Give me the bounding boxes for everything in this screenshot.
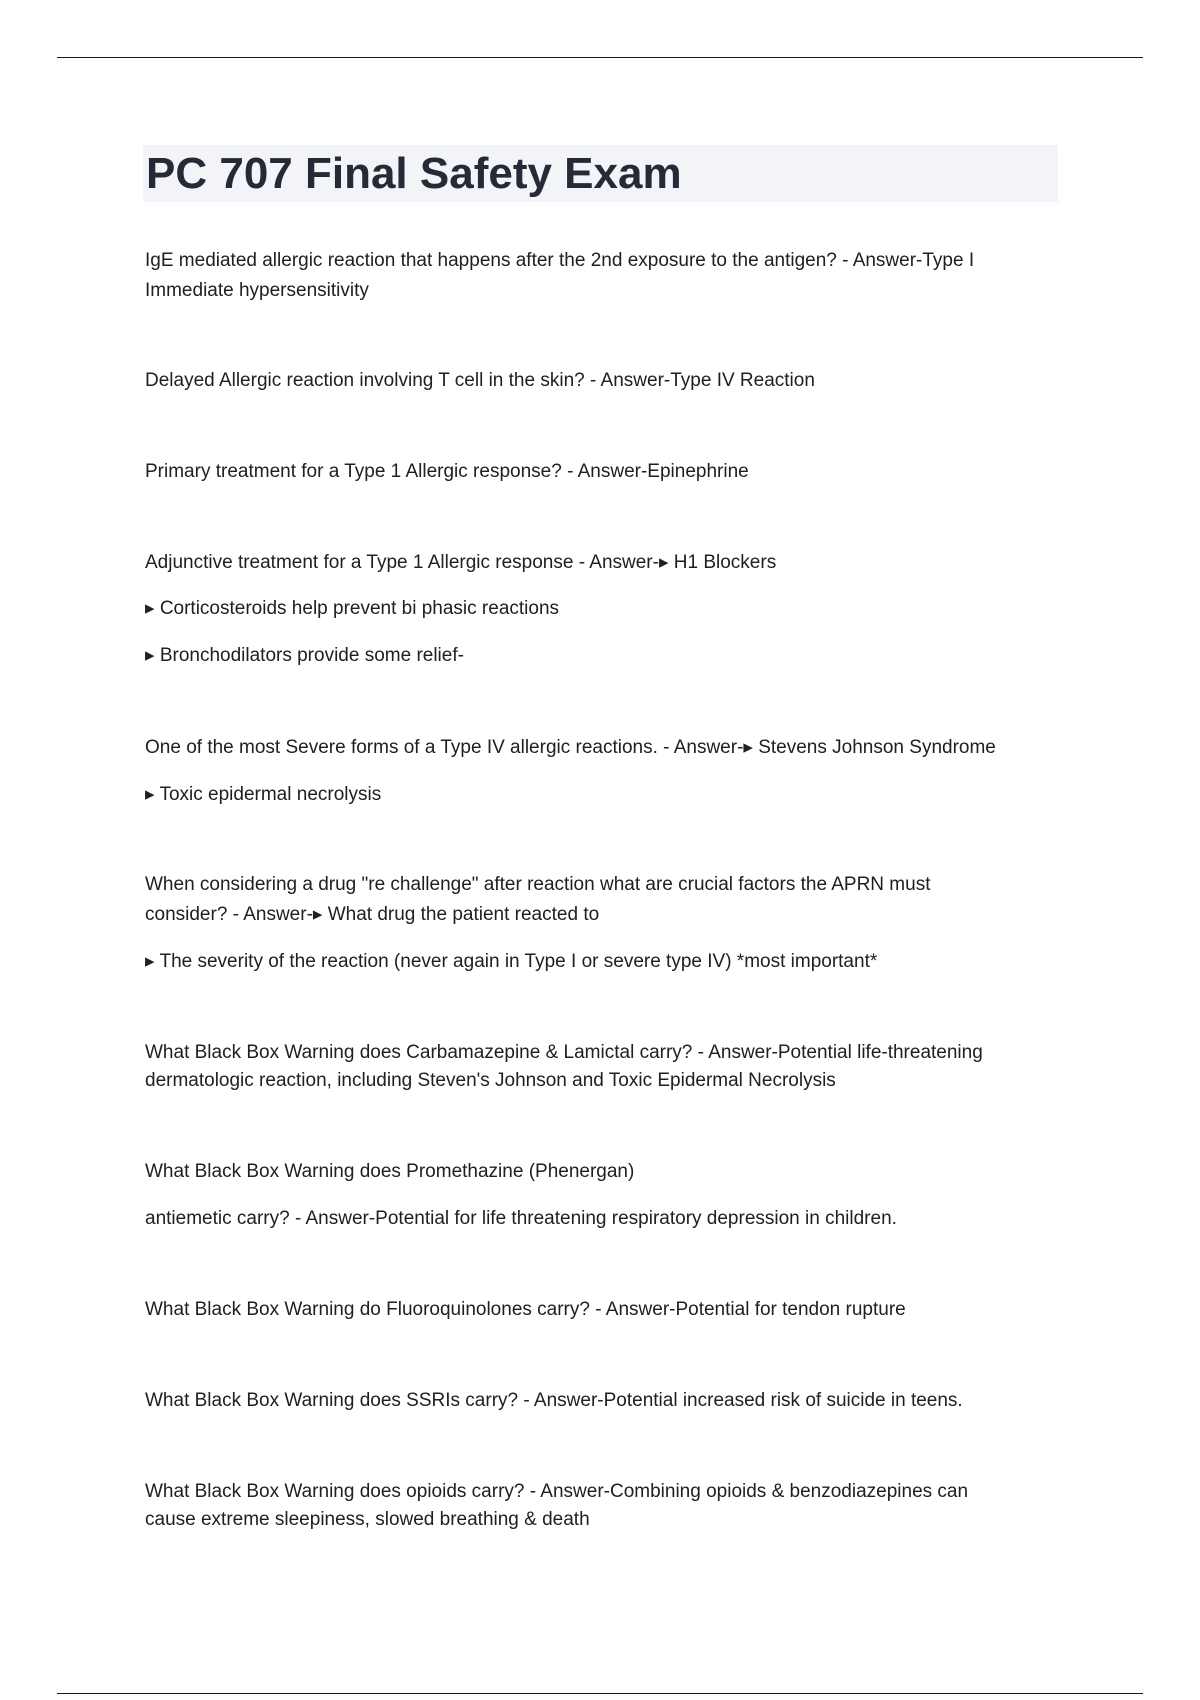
- qa-11-line-1: What Black Box Warning does opioids carry? - Answer-Combining opioids & benzodiazepines can: [145, 1481, 969, 1502]
- qa-3-line: Primary treatment for a Type 1 Allergic response? - Answer-Epinephrine: [145, 461, 749, 482]
- qa-9-line: What Black Box Warning do Fluoroquinolones carry? - Answer-Potential for tendon rupture: [145, 1299, 906, 1320]
- page-title: PC 707 Final Safety Exam: [146, 149, 682, 198]
- qa-5-line-1: One of the most Severe forms of a Type IV allergic reactions. - Answer-▸ Stevens Johnson Syndrome: [145, 737, 996, 758]
- qa-4-bullet-2: ▸ Bronchodilators provide some relief-: [145, 645, 464, 666]
- top-rule: [57, 57, 1143, 58]
- bottom-rule: [57, 1693, 1143, 1694]
- qa-7-line-2: dermatologic reaction, including Steven's Johnson and Toxic Epidermal Necrolysis: [145, 1070, 836, 1091]
- qa-4-line-1: Adjunctive treatment for a Type 1 Allergic response - Answer-▸ H1 Blockers: [145, 552, 777, 573]
- qa-5-bullet-1: ▸ Toxic epidermal necrolysis: [145, 784, 382, 805]
- qa-6-bullet-1: ▸ The severity of the reaction (never again in Type I or severe type IV) *most important*: [145, 951, 878, 972]
- qa-11-line-2: cause extreme sleepiness, slowed breathing & death: [145, 1509, 590, 1530]
- qa-1-question-line-1: IgE mediated allergic reaction that happens after the 2nd exposure to the antigen? - Answer-Type I: [145, 250, 975, 271]
- qa-6-line-1: When considering a drug "re challenge" after reaction what are crucial factors the APRN must: [145, 874, 931, 895]
- qa-2-line: Delayed Allergic reaction involving T cell in the skin? - Answer-Type IV Reaction: [145, 370, 815, 391]
- qa-6-line-2: consider? - Answer-▸ What drug the patient reacted to: [145, 904, 600, 925]
- qa-8-line-2: antiemetic carry? - Answer-Potential for life threatening respiratory depression in children.: [145, 1208, 897, 1229]
- qa-10-line: What Black Box Warning does SSRIs carry? - Answer-Potential increased risk of suicide in teens.: [145, 1390, 963, 1411]
- qa-1-answer-line-2: Immediate hypersensitivity: [145, 280, 369, 301]
- qa-4-bullet-1: ▸ Corticosteroids help prevent bi phasic reactions: [145, 598, 560, 619]
- qa-7-line-1: What Black Box Warning does Carbamazepine & Lamictal carry? - Answer-Potential life-threatening: [145, 1042, 983, 1063]
- qa-8-line-1: What Black Box Warning does Promethazine (Phenergan): [145, 1161, 635, 1182]
